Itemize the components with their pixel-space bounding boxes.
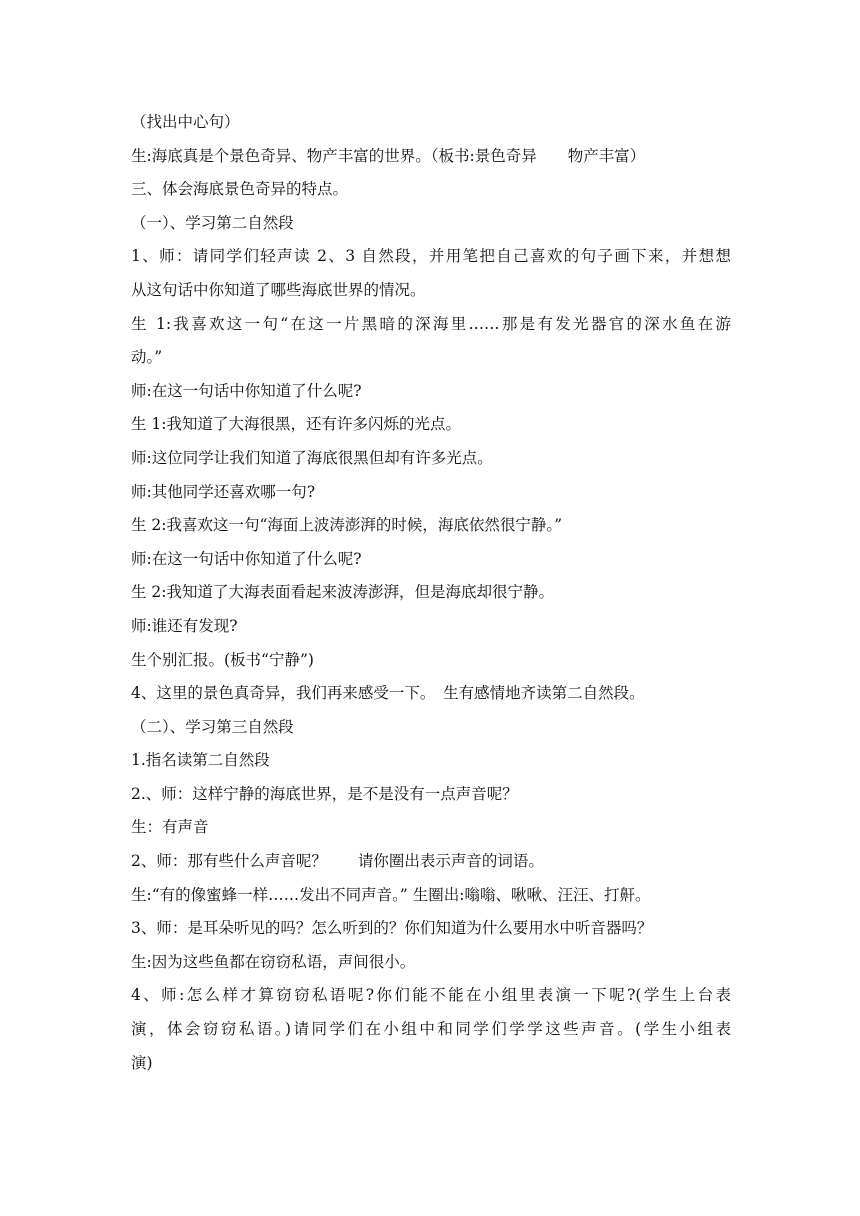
text-line: （二）、学习第三自然段 — [131, 717, 294, 736]
text-line: 生个别汇报。(板书“宁静”) — [131, 650, 314, 669]
text-line: 生 2:我喜欢这一句“海面上波涛澎湃的时候，海底依然很宁静。” — [131, 516, 563, 535]
text-line: 三、体会海底景色奇异的特点。 — [131, 180, 349, 199]
text-line: 生：有声音 — [131, 818, 209, 837]
text-line: 生 1:我喜欢这一句“在这一片黑暗的深海里……那是有发光器官的深水鱼在游 — [131, 314, 731, 333]
text-line: 生:海底真是个景色奇异、物产丰富的世界。（板书:景色奇异 物产丰富） — [131, 146, 646, 165]
text-line: （一）、学习第二自然段 — [131, 213, 294, 232]
text-line: 演) — [131, 1053, 153, 1072]
text-line: 师:这位同学让我们知道了海底很黑但却有许多光点。 — [131, 448, 493, 467]
text-line: 师:在这一句话中你知道了什么呢? — [131, 381, 362, 400]
text-line: 2.、师：这样宁静的海底世界，是不是没有一点声音呢？ — [131, 784, 518, 803]
text-line: 生:因为这些鱼都在窃窃私语，声间很小。 — [131, 952, 416, 971]
text-line: 师:谁还有发现? — [131, 616, 238, 635]
text-line: 1、师：请同学们轻声读 2、3 自然段，并用笔把自己喜欢的句子画下来，并想想 — [131, 247, 731, 266]
text-line: （找出中心句） — [131, 113, 240, 131]
text-line: 4、这里的景色真奇异，我们再来感受一下。 生有感情地齐读第二自然段。 — [131, 684, 645, 703]
text-line: 3、师：是耳朵听见的吗？怎么听到的？你们知道为什么要用水中听音器吗？ — [131, 919, 653, 938]
text-line: 生 2:我知道了大海表面看起来波涛澎湃，但是海底却很宁静。 — [131, 583, 555, 602]
text-line: 从这句话中你知道了哪些海底世界的情况。 — [131, 280, 426, 299]
text-line: 演，体会窃窃私语。)请同学们在小组中和同学们学学这些声音。(学生小组表 — [131, 1020, 731, 1039]
text-line: 师:在这一句话中你知道了什么呢? — [131, 549, 362, 568]
text-line: 2、师：那有些什么声音呢？ 请你圈出表示声音的词语。 — [131, 852, 544, 871]
document-page — [131, 106, 731, 1080]
text-line: 生 1:我知道了大海很黑，还有许多闪烁的光点。 — [131, 415, 462, 434]
text-line: 4、师:怎么样才算窃窃私语呢?你们能不能在小组里表演一下呢?(学生上台表 — [131, 986, 731, 1005]
text-line: 师:其他同学还喜欢哪一句? — [131, 482, 316, 501]
text-line: 生:“有的像蜜蜂一样……发出不同声音。” 生圈出:嗡嗡、啾啾、汪汪、打鼾。 — [131, 885, 651, 904]
text-line: 1.指名读第二自然段 — [131, 751, 270, 770]
text-line: 动。” — [131, 348, 163, 367]
